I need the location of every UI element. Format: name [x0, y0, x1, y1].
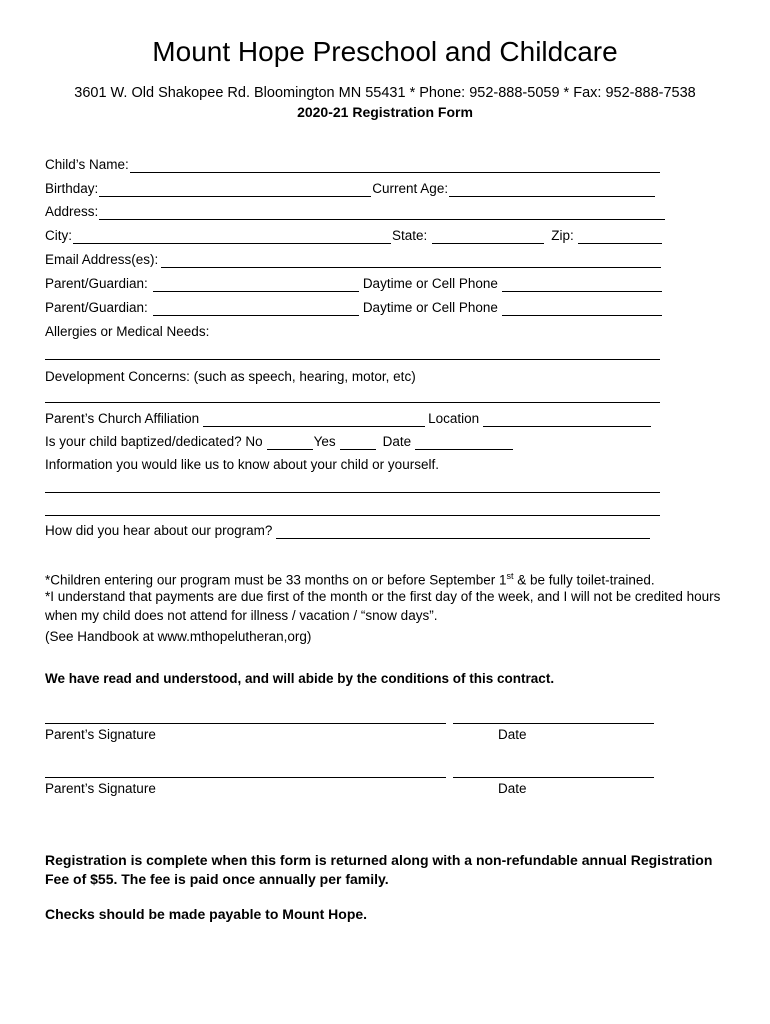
age-requirement-superscript: st: [506, 571, 514, 581]
address-row: [45, 204, 666, 220]
state-field[interactable]: [432, 231, 544, 244]
zip-label: Zip:: [551, 228, 574, 243]
yes-label: Yes: [313, 434, 336, 449]
baptized-no-field[interactable]: [267, 437, 313, 450]
current-age-label: Current Age:: [372, 181, 449, 196]
information-field-1[interactable]: [45, 492, 660, 493]
state-label: State:: [392, 228, 428, 243]
parent-guardian-row-1: [45, 276, 663, 292]
school-address: 3601 W. Old Shakopee Rd. Bloomington MN 55431 * Phone: 952-888-5059 * Fax: 952-888-7538: [74, 85, 696, 101]
birthday-row: [45, 181, 656, 197]
baptized-label: Is your child baptized/dedicated? No: [45, 434, 263, 449]
child-name-row: [45, 157, 661, 173]
hear-about-field[interactable]: [276, 526, 650, 539]
information-row: [45, 457, 439, 473]
parent-signature-label: Parent’s Signature: [45, 781, 156, 796]
allergies-label: Allergies or Medical Needs:: [45, 324, 210, 339]
page-title: Mount Hope Preschool and Childcare: [152, 36, 618, 67]
city-label: City:: [45, 228, 72, 243]
information-label: Information you would like us to know about your child or yourself.: [45, 457, 439, 472]
parent-signature-field[interactable]: [45, 723, 446, 724]
location-field[interactable]: [483, 414, 651, 427]
church-label: Parent’s Church Affiliation: [45, 411, 200, 426]
daytime-phone-field[interactable]: [502, 303, 662, 316]
daytime-phone-field[interactable]: [502, 279, 662, 292]
payments-note: *I understand that payments are due first of the month or the first day of the week, and I will not be credited hours when my child does not attend for illness / vacation / “snow days”.: [45, 589, 721, 623]
zip-field[interactable]: [578, 231, 662, 244]
baptized-yes-field[interactable]: [340, 437, 376, 450]
information-field-2[interactable]: [45, 515, 660, 516]
signature-date-label: Date: [498, 727, 527, 742]
development-row: [45, 369, 416, 385]
baptized-date-field[interactable]: [415, 437, 513, 450]
birthday-field[interactable]: [99, 184, 371, 197]
development-field[interactable]: [45, 402, 660, 403]
parent-guardian-field[interactable]: [153, 303, 359, 316]
development-label: Development Concerns: (such as speech, hearing, motor, etc): [45, 369, 416, 384]
age-requirement-text: *Children entering our program must be 33 months on or before September 1: [45, 572, 507, 588]
address-field[interactable]: [99, 207, 665, 220]
registration-fee-note: Registration is complete when this form is returned along with a non-refundable annual Registration Fee of $55. The fee is paid once annually per family.: [45, 852, 713, 887]
location-label: Location: [428, 411, 480, 426]
form-subtitle: 2020-21 Registration Form: [297, 104, 473, 120]
current-age-field[interactable]: [449, 184, 655, 197]
address-label: Address:: [45, 204, 99, 219]
church-row: [45, 411, 652, 427]
age-requirement-suffix: & be fully toilet-trained.: [513, 572, 655, 588]
church-field[interactable]: [203, 414, 425, 427]
daytime-phone-label: Daytime or Cell Phone: [362, 300, 498, 315]
birthday-label: Birthday:: [45, 181, 99, 196]
agreement-statement: We have read and understood, and will abide by the conditions of this contract.: [45, 671, 555, 686]
signature-date-field[interactable]: [453, 777, 654, 778]
signature-date-label: Date: [498, 781, 527, 796]
email-field[interactable]: [161, 255, 661, 268]
parent-guardian-label: Parent/Guardian:: [45, 300, 148, 315]
city-field[interactable]: [73, 231, 391, 244]
parent-guardian-row-2: [45, 300, 663, 316]
email-label: Email Address(es):: [45, 252, 159, 267]
allergies-row: [45, 324, 209, 340]
child-name-field[interactable]: [130, 160, 660, 173]
checks-payable-note: Checks should be made payable to Mount Hope.: [45, 906, 368, 922]
signature-date-field[interactable]: [453, 723, 654, 724]
hear-about-row: [45, 523, 651, 539]
parent-signature-field[interactable]: [45, 777, 446, 778]
city-row: [45, 228, 663, 244]
parent-signature-label: Parent’s Signature: [45, 727, 156, 742]
email-row: [45, 252, 662, 268]
hear-about-label: How did you hear about our program?: [45, 523, 273, 538]
daytime-phone-label: Daytime or Cell Phone: [362, 276, 498, 291]
parent-guardian-field[interactable]: [153, 279, 359, 292]
allergies-field[interactable]: [45, 359, 660, 360]
baptized-row: [45, 434, 514, 450]
handbook-note: (See Handbook at www.mthopelutheran,org): [45, 629, 312, 644]
parent-guardian-label: Parent/Guardian:: [45, 276, 148, 291]
child-name-label: Child’s Name:: [45, 157, 129, 172]
baptized-date-label: Date: [382, 434, 412, 449]
